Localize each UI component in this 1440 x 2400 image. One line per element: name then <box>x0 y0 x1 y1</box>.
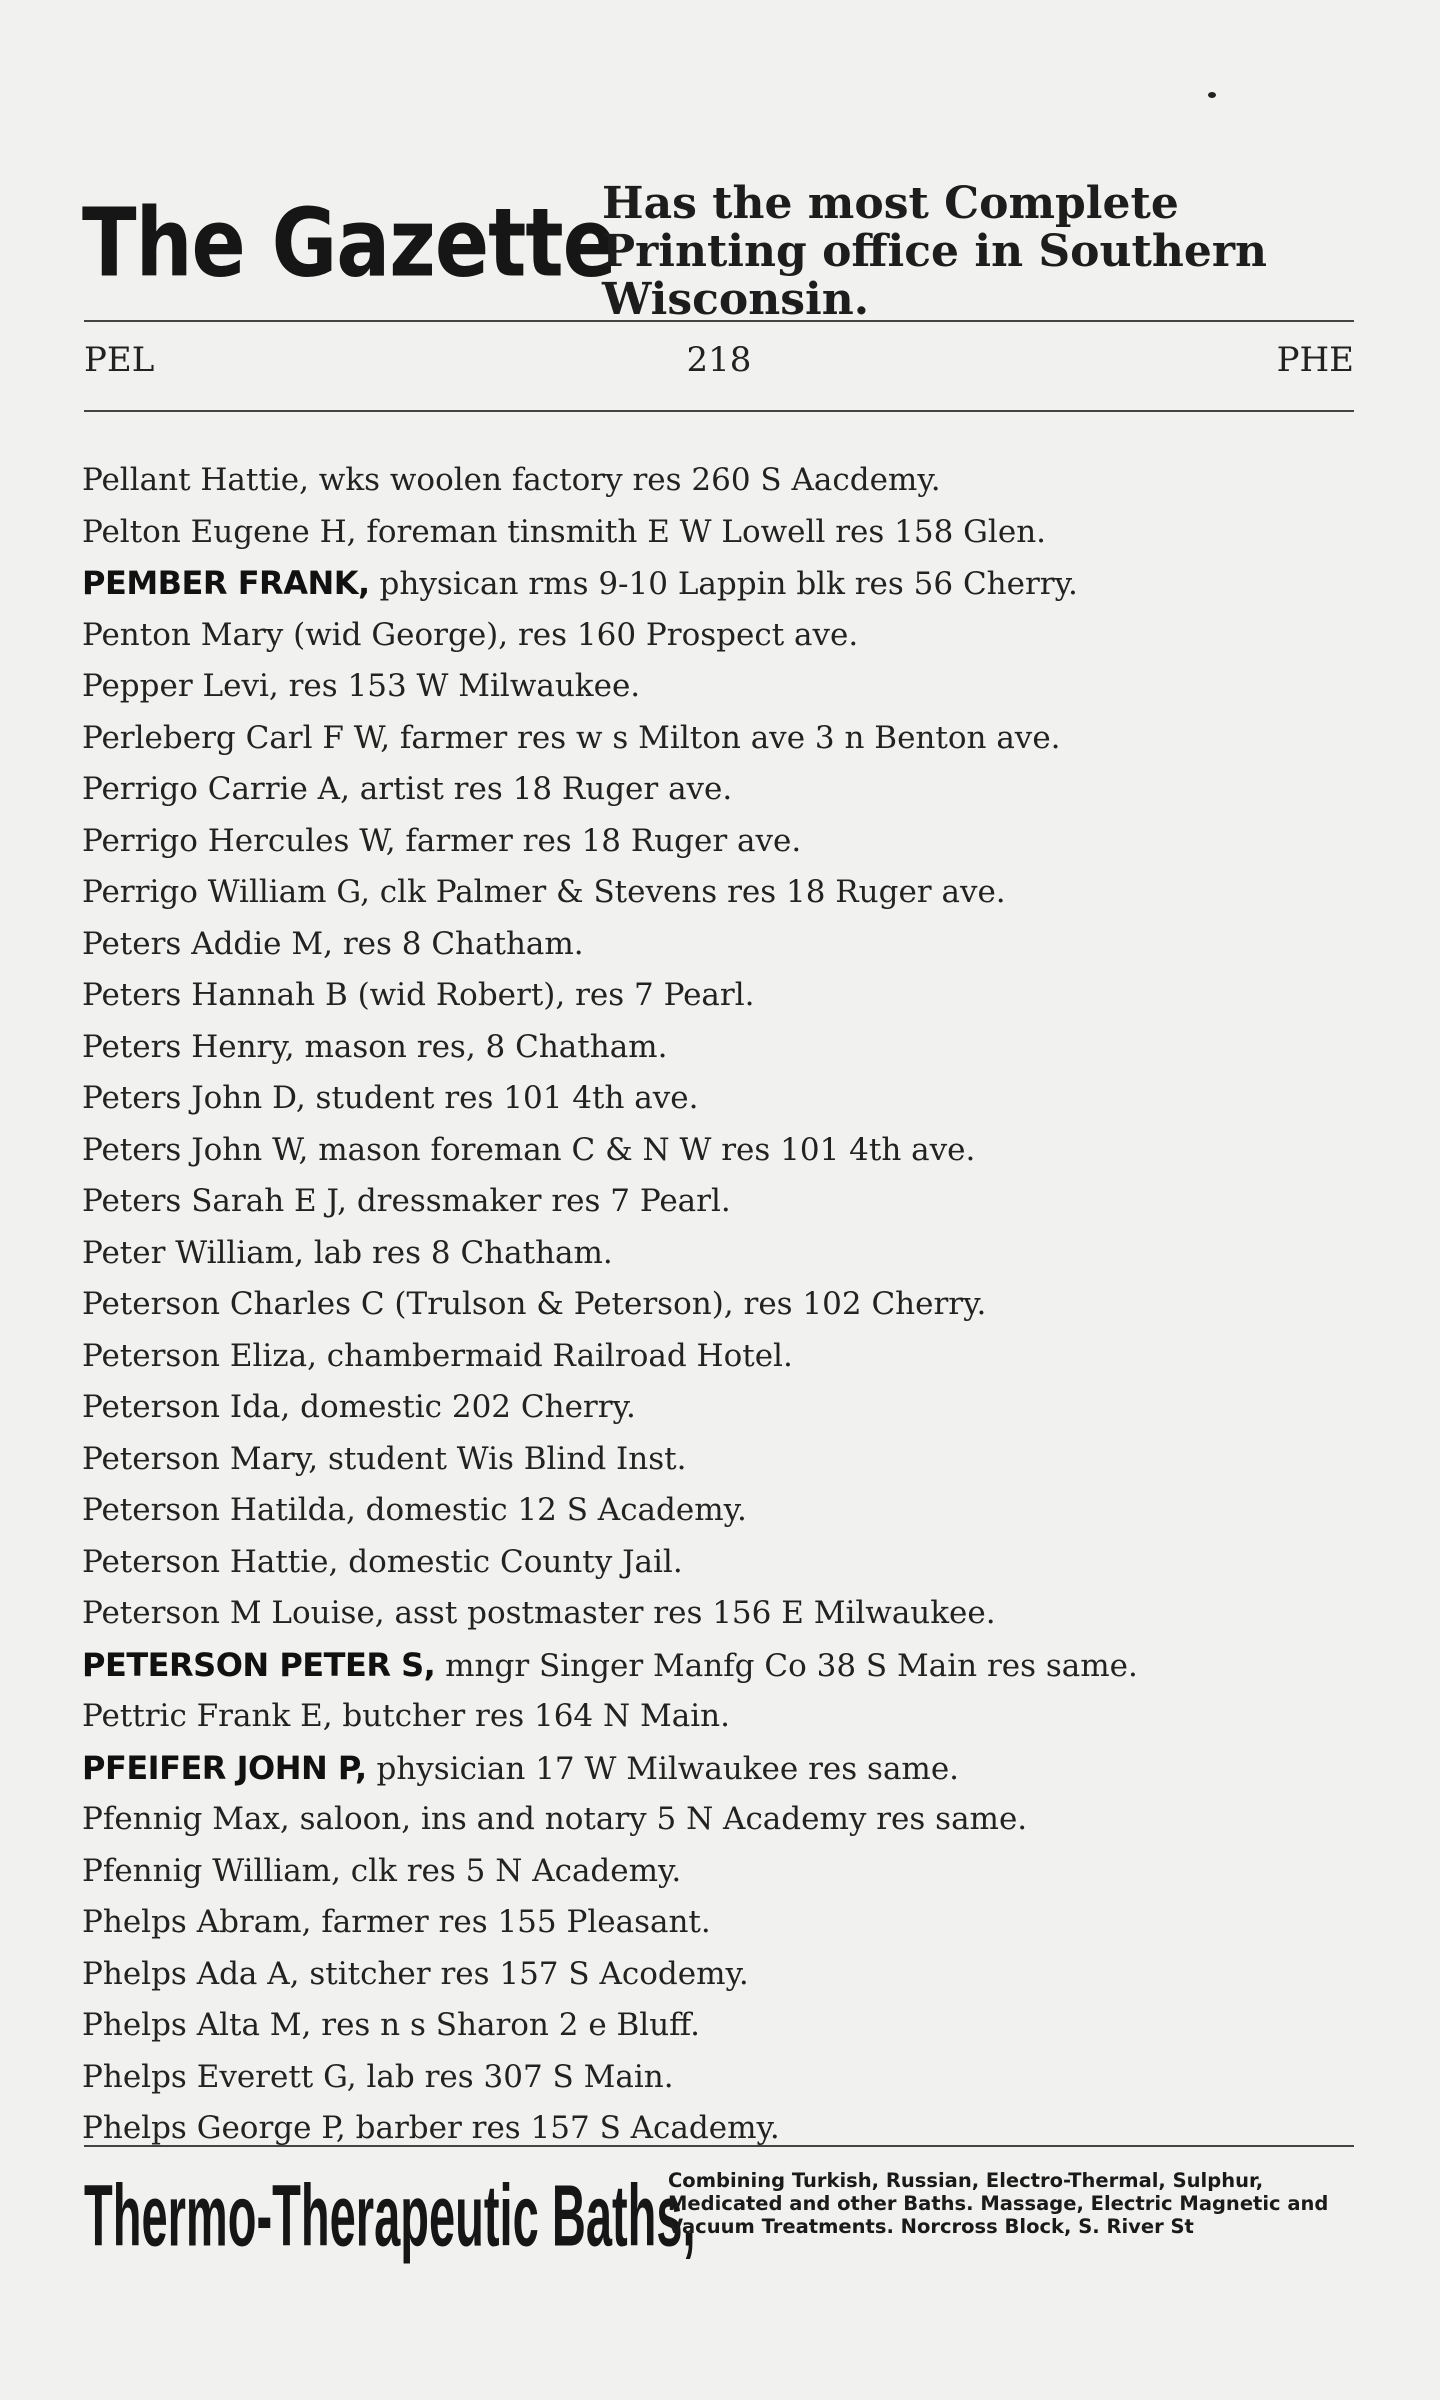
directory-entry <box>82 1537 1372 1589</box>
directory-entry <box>82 1640 1372 1692</box>
directory-entry <box>82 1691 1372 1743</box>
entry-name: Penton Mary <box>82 616 284 653</box>
entry-name: Peters John W, <box>82 1131 309 1168</box>
directory-entry <box>82 1588 1372 1640</box>
entry-details: farmer res 155 Pleasant. <box>311 1904 711 1940</box>
entry-details: butcher res 164 N Main. <box>332 1698 730 1734</box>
entry-name: Pfennig Max, <box>82 1801 290 1837</box>
entry-details: clk res 5 N Academy. <box>340 1852 682 1889</box>
directory-entry <box>82 1125 1372 1177</box>
directory-entry <box>82 1794 1372 1846</box>
entry-details: mngr Singer Manfg Co 38 S Main res same. <box>435 1647 1138 1684</box>
gazette-ad-title: The Gazette <box>82 188 616 298</box>
directory-entry <box>82 1176 1372 1228</box>
directory-entry <box>82 1331 1372 1383</box>
directory-entry <box>82 1485 1372 1537</box>
entry-details: domestic 202 Cherry. <box>290 1389 636 1425</box>
entry-name: Peters Addie M, <box>82 925 333 962</box>
entry-details: res n s Sharon 2 e Bluff. <box>311 2007 700 2043</box>
entry-name: Peters John D, <box>82 1080 306 1116</box>
entry-name: Pellant Hattie, <box>82 462 309 498</box>
directory-entry <box>82 1382 1372 1434</box>
running-head-right: PHE <box>1276 340 1354 380</box>
entry-details: clk Palmer & Stevens res 18 Ruger ave. <box>369 874 1006 910</box>
entry-details: (wid Robert), res 7 Pearl. <box>347 977 755 1013</box>
running-head-left: PEL <box>84 340 155 380</box>
directory-entry <box>82 1073 1372 1125</box>
entry-details: physician 17 W Milwaukee res same. <box>366 1750 960 1787</box>
entry-name: Peterson Ida, <box>82 1389 291 1425</box>
directory-entry <box>82 1949 1372 2001</box>
entry-details: chambermaid Railroad Hotel. <box>316 1337 793 1374</box>
directory-entry <box>82 867 1372 919</box>
entry-details: dressmaker res 7 Pearl. <box>346 1183 731 1219</box>
entry-name: Peterson Mary, <box>82 1440 319 1477</box>
entry-name: Peters Hannah B <box>82 977 348 1013</box>
entry-name: Peterson Hatilda, <box>82 1492 356 1528</box>
entry-details: asst postmaster res 156 E Milwaukee. <box>384 1595 996 1631</box>
directory-entry <box>82 919 1372 971</box>
directory-entry <box>82 764 1372 816</box>
entry-details: (Trulson & Peterson), res 102 Cherry. <box>384 1286 987 1322</box>
entry-name: Pettric Frank E, <box>82 1698 333 1734</box>
directory-entry <box>82 970 1372 1022</box>
entry-details: stitcher res 157 S Acodemy. <box>299 1955 749 1992</box>
gazette-ad-tagline: Has the most Complete Printing office in Southern Wisconsin. <box>602 178 1267 325</box>
entry-name: Phelps Alta M, <box>82 2007 312 2043</box>
entry-name: PETERSON PETER S, <box>82 1645 436 1684</box>
entry-details: mason foreman C & N W res 101 4th ave. <box>308 1131 976 1168</box>
directory-entry <box>82 1846 1372 1898</box>
entry-details: student Wis Blind Inst. <box>318 1440 687 1477</box>
entry-name: PEMBER FRANK, <box>82 564 370 602</box>
entry-details: foreman tinsmith E W Lowell res 158 Glen. <box>356 513 1047 550</box>
header-rule-top <box>84 320 1354 322</box>
entry-name: Perrigo Hercules W, <box>82 822 396 859</box>
entry-name: Perleberg Carl F W, <box>82 719 391 756</box>
directory-entry <box>82 610 1372 662</box>
entry-name: Peters Sarah E J, <box>82 1183 347 1219</box>
entry-details: wks woolen factory res 260 S Aacdemy. <box>308 462 941 498</box>
baths-ad-text: Combining Turkish, Russian, Electro-Thermal, Sulphur, Medicated and other Baths. Massage, Electric Magnetic and Vacuum Treatments. Norcross Block, S. River St <box>668 2169 1329 2238</box>
entry-details: artist res 18 Ruger ave. <box>349 771 733 807</box>
directory-entry <box>82 1434 1372 1486</box>
directory-entry <box>82 713 1372 765</box>
gazette-advertisement <box>82 178 1362 325</box>
entry-name: Peterson Hattie, <box>82 1543 339 1580</box>
entry-details: student res 101 4th ave. <box>305 1080 699 1116</box>
baths-advertisement <box>84 2165 1364 2285</box>
entry-name: PFEIFER JOHN P, <box>82 1748 367 1787</box>
ink-speck <box>1208 92 1216 98</box>
entry-name: Phelps George P, <box>82 2110 346 2146</box>
entry-name: Pepper Levi, <box>82 668 279 704</box>
entry-details: lab res 8 Chatham. <box>304 1234 613 1271</box>
entry-name: Peterson Charles C <box>82 1286 385 1322</box>
directory-entry <box>82 1022 1372 1074</box>
header-rule-bottom <box>84 410 1354 412</box>
directory-entry <box>82 1228 1372 1280</box>
directory-entry <box>82 1897 1372 1949</box>
directory-entry <box>82 661 1372 713</box>
entry-name: Pfennig William, <box>82 1852 341 1889</box>
entry-name: Peters Henry, <box>82 1028 295 1065</box>
entry-name: Perrigo Carrie A, <box>82 771 350 807</box>
entry-name: Peter William, <box>82 1234 304 1271</box>
entry-details: domestic County Jail. <box>338 1543 683 1580</box>
entry-details: physican rms 9-10 Lappin blk res 56 Cherry. <box>369 566 1078 602</box>
entry-details: saloon, ins and notary 5 N Academy res same. <box>289 1801 1028 1837</box>
entry-name: Phelps Everett G, <box>82 2058 357 2095</box>
entry-details: domestic 12 S Academy. <box>355 1492 747 1528</box>
running-head <box>84 340 1354 390</box>
footer-rule <box>84 2145 1354 2147</box>
entry-name: Pelton Eugene H, <box>82 513 357 550</box>
entry-name: Peterson M Louise, <box>82 1595 385 1631</box>
directory-entry <box>82 507 1372 559</box>
directory-entry <box>82 455 1372 507</box>
entry-details: farmer res 18 Ruger ave. <box>395 822 802 859</box>
entry-details: (wid George), res 160 Prospect ave. <box>283 616 859 653</box>
directory-entry <box>82 1279 1372 1331</box>
directory-entry <box>82 2000 1372 2052</box>
entry-name: Peterson Eliza, <box>82 1337 317 1374</box>
entry-name: Phelps Ada A, <box>82 1955 300 1992</box>
entry-details: res 153 W Milwaukee. <box>278 668 641 704</box>
entry-details: lab res 307 S Main. <box>356 2058 674 2095</box>
entry-name: Phelps Abram, <box>82 1904 312 1940</box>
entry-details: res 8 Chatham. <box>332 925 584 962</box>
entry-details: farmer res w s Milton ave 3 n Benton ave. <box>390 719 1061 756</box>
baths-ad-title: Thermo-Therapeutic Baths, <box>84 2166 696 2265</box>
directory-entry <box>82 558 1372 610</box>
entry-details: barber res 157 S Academy. <box>345 2110 780 2146</box>
directory-entry <box>82 816 1372 868</box>
entry-name: Perrigo William G, <box>82 874 370 910</box>
directory-entry <box>82 2052 1372 2104</box>
entry-details: mason res, 8 Chatham. <box>294 1028 668 1065</box>
directory-entry <box>82 1743 1372 1795</box>
directory-entries <box>82 455 1372 2155</box>
page-number: 218 <box>686 340 752 380</box>
